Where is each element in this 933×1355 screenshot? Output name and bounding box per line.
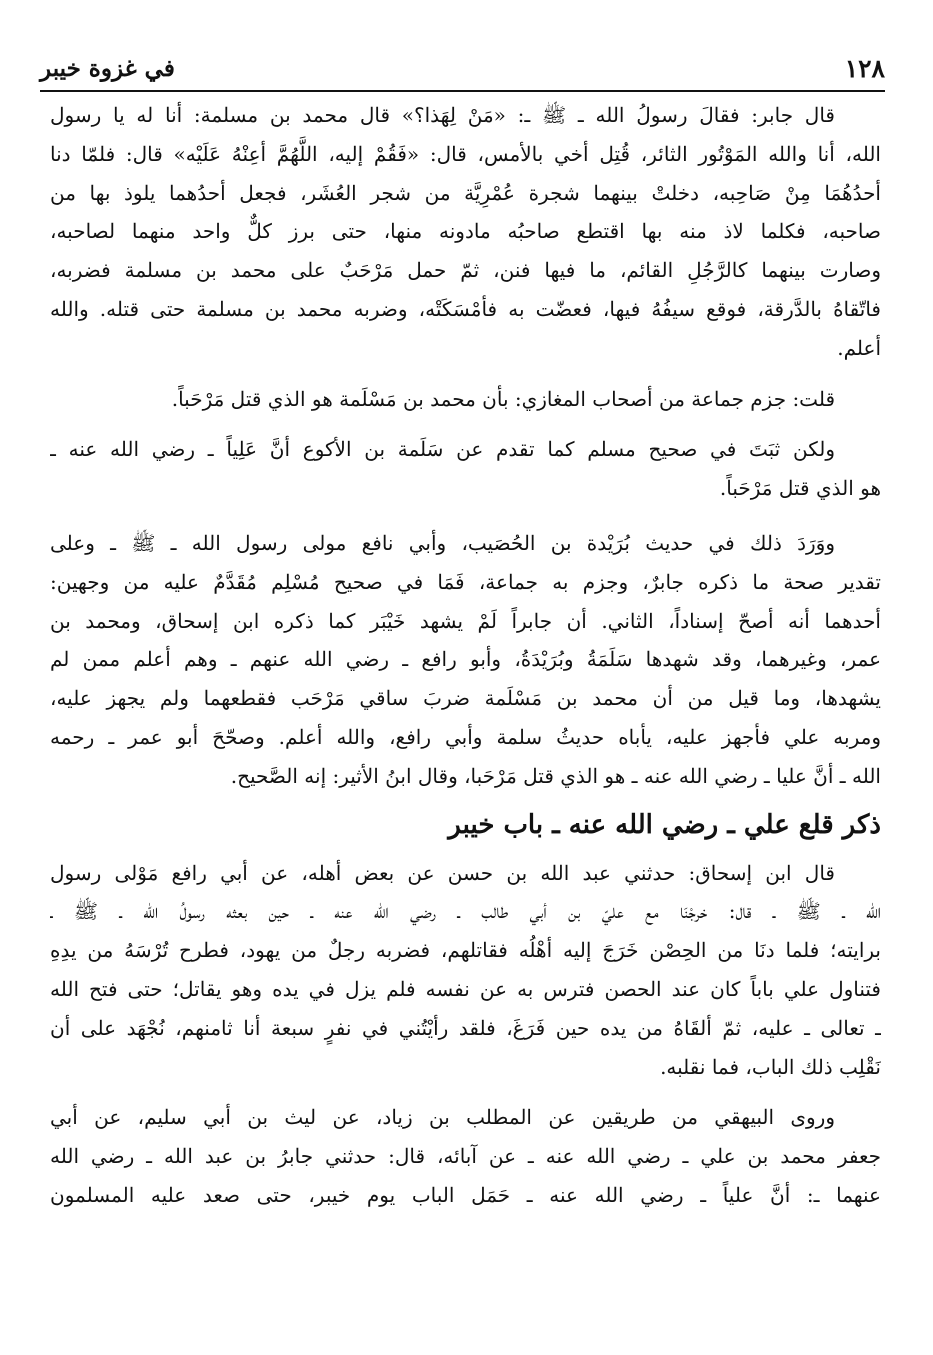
section-heading: ذكر قلع علي ـ رضي الله عنه ـ باب خيبر — [448, 809, 881, 840]
page-body — [50, 96, 881, 1215]
text-line: نَقْلِب ذلك الباب، فما نقلبه. — [660, 1054, 881, 1079]
text-line: صاحبه، فكلما لاذ منه بها اقتطع صاحبُه مادونه منها، حتى برز كلٌّ واحد منهما لصاحبه، — [50, 219, 881, 244]
text-line: وصارت بينهما كالرَّجُلِ القائم، ما فيها فنن، ثمّ حمل مَرْحَبٌ على محمد بن مسلمة فضربه، — [50, 258, 881, 283]
paragraph — [50, 1098, 881, 1214]
text-line: وروى البيهقي من طريقين عن المطلب بن زياد، عن ليث بن أبي سليم، عن أبي — [50, 1105, 835, 1130]
text-line: تقدير صحة ما ذكره جابرٌ، وجزم به جماعة، فَمَا في صحيح مُسْلِم مُقَدَّمٌ عليه من وجهين: — [50, 569, 881, 594]
text-line: قال جابر: فقالَ رسولُ الله ـ ﷺ ـ: «مَنْ لِهَذا؟» قال محمد بن مسلمة: أنا له يا رسول — [50, 103, 835, 127]
paragraph — [50, 524, 881, 796]
text-line: أحدهما أنه أصحّ إسناداً، الثاني. أن جابراً لَمْ يشهد خَيْبَر كما ذكره ابن إسحاق، ومحمد بن — [50, 608, 881, 633]
text-line: قلت: جزم جماعة من أصحاب المغازي: بأن محمد بن مَسْلَمة هو الذي قتل مَرْحَباً. — [171, 386, 835, 411]
text-line: الله ـ أنَّ عليا ـ رضي الله عنه ـ هو الذي قتل مَرْحَبا، وقال ابنُ الأثير: إنه الصَّحيح. — [230, 763, 881, 788]
page-number: ١٢٨ — [844, 53, 885, 83]
paragraph — [50, 96, 881, 368]
text-line: أحدُهُمَا مِنْ صَاحِبه، دخلتْ بينهما شجرة عُمْرِيَّة من شجر العُشَر، فجعل أحدُهما يلوذ بها من — [50, 180, 881, 205]
paragraph — [50, 430, 881, 508]
text-line: الله، أنا والله المَوْتُور الثائر، قُتِل أخي بالأمس، قال: «فَقُمْ إليه، اللَّهُمَّ أعِنْهُ عَلَيْه» قال: فلمّا دنا — [50, 141, 881, 166]
text-line: عنهما ـ: أنَّ علياً ـ رضي الله عنه ـ حَمَل الباب يوم خيبر، حتى صعد عليه المسلمون — [50, 1182, 881, 1207]
paragraph — [50, 380, 881, 419]
text-line: ومربه علي فأجهز عليه، يأباه حديثُ سلمة وأبي رافع، والله أعلم. وصحّحَ أبو عمر ـ رحمه — [50, 724, 881, 749]
text-line: فاتّقاهُ بالدَّرقة، فوقع سيفُهُ فيها، فعضّت به فأمْسَكَتْه، وضربه محمد بن مسلمة حتى قتله. والله — [50, 296, 881, 321]
text-line: ـ تعالى ـ عليه، ثمّ ألقَاهُ من يده حين فَرَغَ، فلقد رأيْتُني في نفرٍ سبعة أنا ثامنهم، نُجْهَد على أن — [50, 1015, 881, 1040]
running-title: في غزوة خيبر — [40, 54, 175, 82]
header-rule — [40, 90, 885, 92]
text-line: أعلم. — [837, 335, 881, 360]
text-line: هو الذي قتل مَرْحَباً. — [719, 476, 881, 501]
text-line: جعفر محمد بن علي ـ رضي الله عنه ـ عن آبائه، قال: حدثني جابرُ بن عبد الله ـ رضي الله — [50, 1144, 881, 1169]
text-line: ووَرَدَ ذلك في حديث بُرَيْدة بن الحُصَيب، وأبي نافع مولى رسول الله ـ ﷺ ـ وعلى — [50, 530, 835, 555]
page-header — [40, 48, 885, 88]
paragraph — [50, 854, 881, 1087]
text-line: يشهدها، وما قيل من أن محمد بن مَسْلَمة ضربَ ساقي مَرْحَب فقطعهما ولم يجهز عليه، — [50, 686, 881, 711]
text-line: عمر، وغيرهما، وقد شهدها سَلَمَةُ وبُرَيْدَةُ، وأبو رافع ـ رضي الله عنهم ـ وهم أعلم ممن لم — [50, 647, 881, 672]
text-line: قال ابن إسحاق: حدثني عبد الله بن حسن عن بعض أهله، عن أبي رافع مَوْلى رسول — [50, 860, 835, 885]
text-line: برايته؛ فلما دنَا من الحِصْن خَرَجَ إليه أهْلُه فقاتلهم، فضربه رجلٌ من يهود، فطرح تُرْسَهُ من يدِهِ — [50, 938, 881, 963]
text-line: ولكن ثبَتَ في صحيح مسلم كما تقدم عن سَلَمة بن الأكوع أنَّ عَلِياً ـ رضي الله عنه ـ — [50, 437, 836, 462]
text-line: فتناول علي باباً كان عند الحصن فترس به عن نفسه فلم يزل في يده وهو يقاتل؛ حتى فتح الله — [50, 976, 881, 1001]
text-line: الله ـ ﷺ ـ قال: خرجْنَا مع عليّ بن أبي طالب ـ رضي الله عنه ـ حين بعثه رسولُ الله ـ ﷺ ـ — [50, 899, 881, 924]
